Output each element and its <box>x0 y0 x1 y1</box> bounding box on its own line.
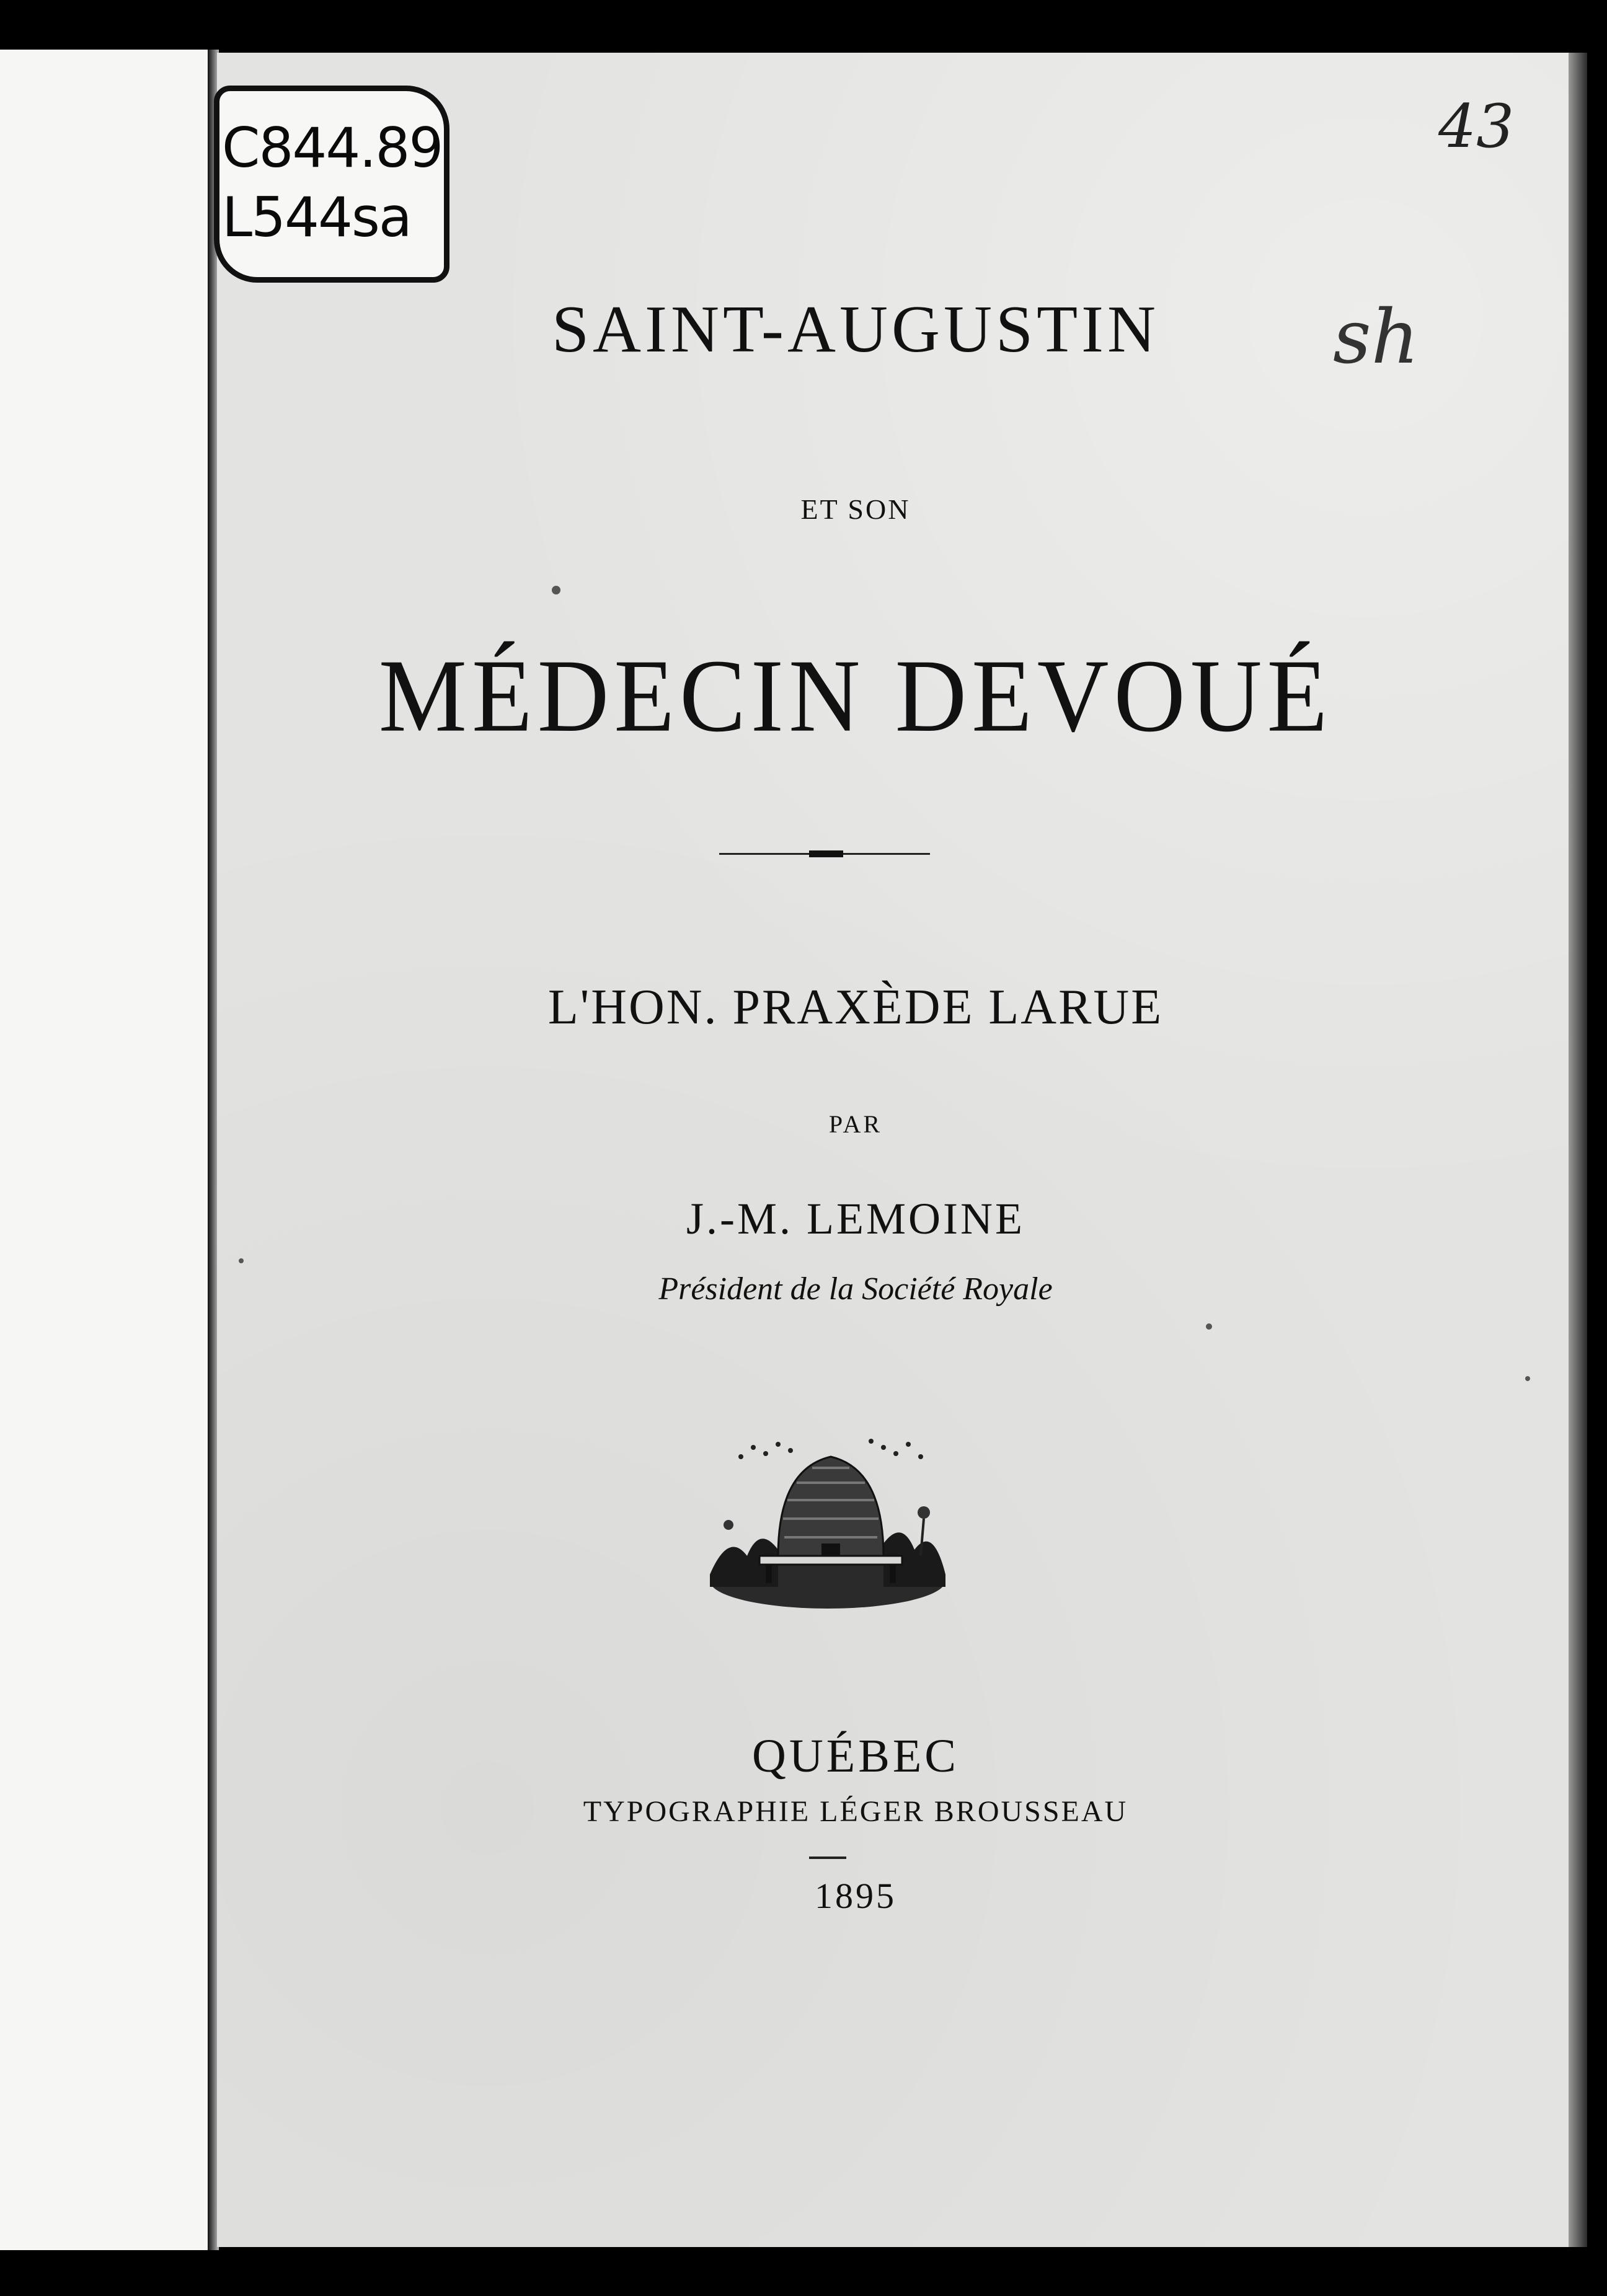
imprint-rule <box>809 1857 846 1859</box>
title-conjunction: ET SON <box>800 493 911 525</box>
ornamental-rule <box>719 853 930 855</box>
call-number-line-1: C844.89 <box>222 116 443 180</box>
page-surface <box>217 53 1569 2247</box>
byline-par: PAR <box>828 1110 883 1138</box>
imprint-printer: TYPOGRAPHIE LÉGER BROUSSEAU <box>583 1795 1128 1828</box>
subject-name: L'HON. PRAXÈDE LARUE <box>547 980 1164 1035</box>
call-number-line-2: L544sa <box>222 185 411 249</box>
imprint-year: 1895 <box>815 1876 896 1916</box>
left-margin <box>0 50 208 2250</box>
author-role: Président de la Société Royale <box>658 1271 1053 1307</box>
handwritten-initials: sh <box>1333 294 1419 381</box>
imprint-city: QUÉBEC <box>752 1730 959 1782</box>
page-edge <box>1569 53 1587 2247</box>
dust-speck <box>239 1258 244 1263</box>
author-name: J.-M. LEMOINE <box>686 1194 1025 1243</box>
dust-speck <box>1206 1323 1212 1330</box>
call-number-label <box>214 86 449 283</box>
dust-speck <box>1525 1376 1530 1381</box>
handwritten-number: 43 <box>1438 92 1515 161</box>
dust-speck <box>552 586 560 594</box>
beehive-icon <box>704 1432 952 1612</box>
title-main: SAINT-AUGUSTIN <box>551 293 1159 366</box>
title-subtitle: MÉDECIN DEVOUÉ <box>378 637 1333 754</box>
